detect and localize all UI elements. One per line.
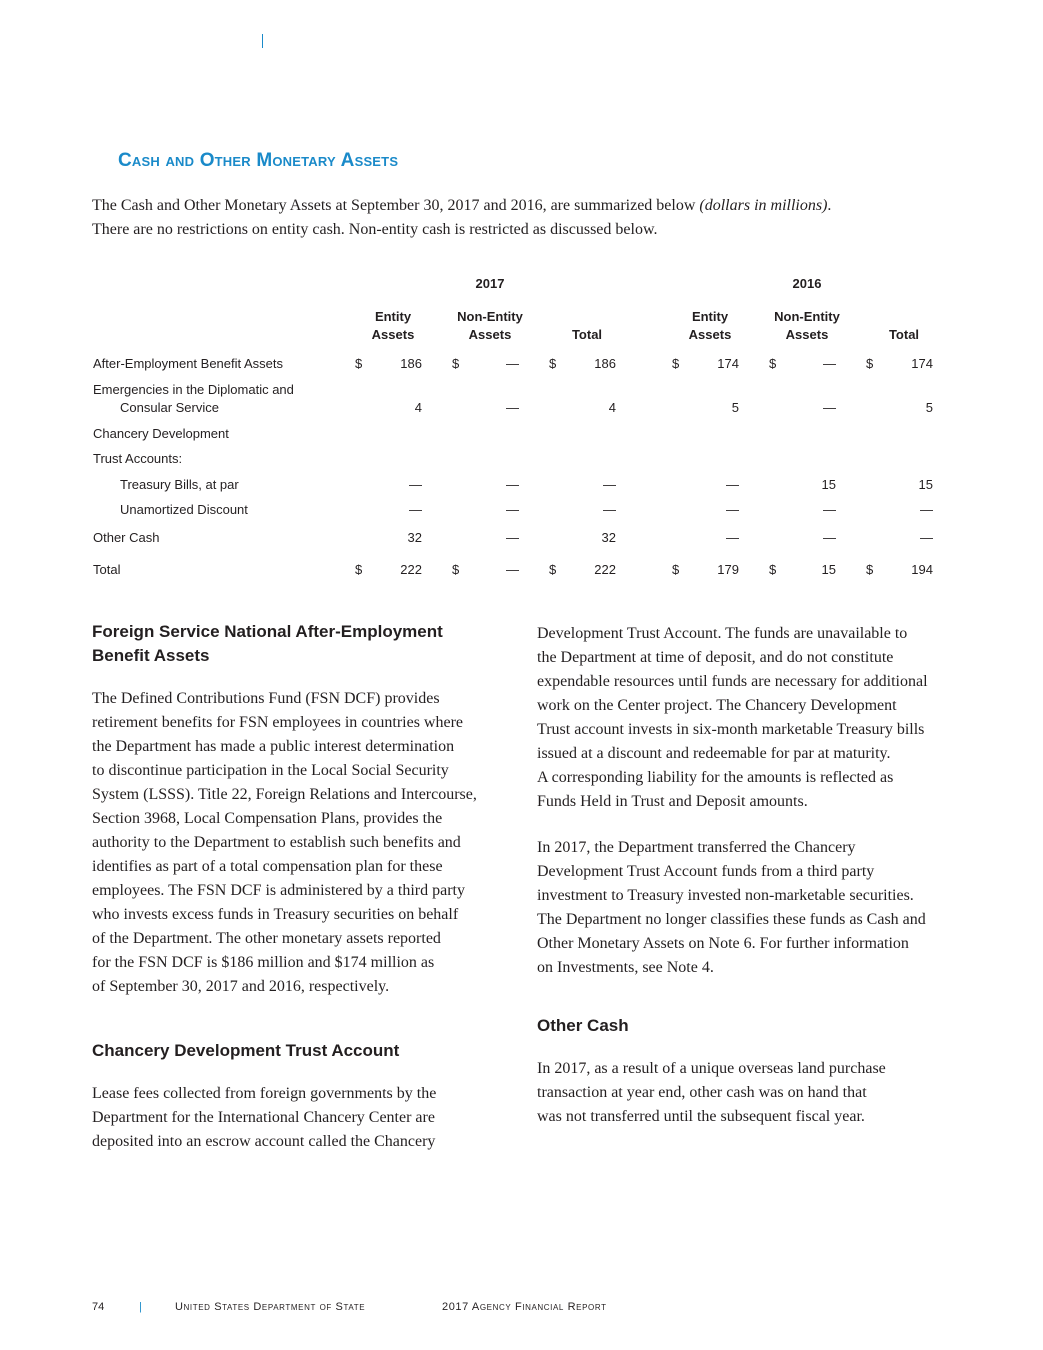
fsn-heading bbox=[92, 620, 512, 668]
row-label-emergencies: Emergencies in the Diplomatic and bbox=[93, 382, 294, 397]
col-header-label: Assets bbox=[688, 327, 732, 342]
text-line: the Department at time of deposit, and do not constitute bbox=[537, 649, 894, 666]
intro-units-note: (dollars in millions) bbox=[699, 197, 828, 214]
col-header-label: Entity bbox=[691, 309, 729, 324]
text-line: Development Trust Account. The funds are unavailable to bbox=[537, 625, 908, 642]
cell-value: — bbox=[823, 356, 836, 371]
text-line: Trust account invests in six-month marketable Treasury bills bbox=[537, 721, 925, 738]
cell-value: 32 bbox=[601, 530, 616, 545]
col-header-nonentity-2017 bbox=[445, 308, 535, 344]
text-line: to discontinue participation in the Local Social Security bbox=[92, 762, 449, 779]
text-line: who invests excess funds in Treasury securities on behalf bbox=[92, 906, 459, 923]
text-line: In 2017, as a result of a unique overseas land purchase bbox=[537, 1060, 886, 1077]
text-line: of the Department. The other monetary assets reported bbox=[92, 930, 441, 947]
col-header-entity-2016 bbox=[665, 308, 755, 344]
fsn-heading-line: Benefit Assets bbox=[92, 646, 210, 665]
header-accent-bar bbox=[262, 34, 263, 48]
cell-value: 15 bbox=[821, 562, 836, 577]
text-line: on Investments, see Note 4. bbox=[537, 959, 714, 976]
cell-value: — bbox=[506, 502, 519, 517]
currency-symbol: $ bbox=[866, 356, 874, 371]
other-cash-heading: Other Cash bbox=[537, 1016, 629, 1035]
text-line: expendable resources until funds are necessary for additional bbox=[537, 673, 928, 690]
text-line: In 2017, the Department transferred the Chancery bbox=[537, 839, 856, 856]
text-line: for the FSN DCF is $186 million and $174 million as bbox=[92, 954, 435, 971]
text-line: employees. The FSN DCF is administered by a third party bbox=[92, 882, 465, 899]
cell-value: — bbox=[506, 356, 519, 371]
currency-symbol: $ bbox=[549, 356, 557, 371]
intro-line1-end: . bbox=[827, 197, 832, 214]
transfer-paragraph bbox=[537, 836, 962, 980]
intro-line2: There are no restrictions on entity cash. Non-entity cash is restricted as discussed below. bbox=[92, 221, 658, 238]
col-header-label: Non-Entity bbox=[774, 309, 840, 324]
cell-value: — bbox=[506, 530, 519, 545]
year-header-2016: 2016 bbox=[792, 276, 822, 291]
other-cash-paragraph bbox=[537, 1057, 962, 1129]
currency-symbol: $ bbox=[672, 562, 680, 577]
text-line: issued at a discount and redeemable for par at maturity. bbox=[537, 745, 891, 762]
col-header-total-2017 bbox=[542, 326, 632, 344]
currency-symbol: $ bbox=[769, 562, 777, 577]
text-line: was not transferred until the subsequent fiscal year. bbox=[537, 1108, 865, 1125]
left-column bbox=[92, 620, 512, 1154]
cell-value: — bbox=[603, 502, 616, 517]
cell-value: 5 bbox=[731, 400, 739, 415]
cell-value: — bbox=[409, 502, 422, 517]
text-line: The Defined Contributions Fund (FSN DCF) provides bbox=[92, 690, 440, 707]
cell-value: — bbox=[920, 530, 933, 545]
currency-symbol: $ bbox=[452, 356, 460, 371]
chancery-continued-paragraph bbox=[537, 622, 962, 814]
text-line: Department for the International Chancery Center are bbox=[92, 1109, 435, 1126]
year-header-2017: 2017 bbox=[475, 276, 505, 291]
col-header-label: Total bbox=[888, 327, 920, 342]
col-header-nonentity-2016 bbox=[762, 308, 852, 344]
chancery-paragraph bbox=[92, 1082, 512, 1154]
currency-symbol: $ bbox=[355, 562, 363, 577]
text-line: investment to Treasury invested non-marketable securities. bbox=[537, 887, 914, 904]
cell-value: 194 bbox=[911, 562, 933, 577]
currency-symbol: $ bbox=[769, 356, 777, 371]
cell-value: — bbox=[726, 502, 739, 517]
cell-value: 15 bbox=[821, 477, 836, 492]
row-label-unamortized: Unamortized Discount bbox=[120, 502, 248, 517]
text-line: A corresponding liability for the amounts is reflected as bbox=[537, 769, 894, 786]
currency-symbol: $ bbox=[866, 562, 874, 577]
page-number: 74 bbox=[92, 1301, 105, 1313]
cell-value: 4 bbox=[414, 400, 422, 415]
intro-line1-text: The Cash and Other Monetary Assets at September 30, 2017 and 2016, are summarized below bbox=[92, 197, 700, 214]
currency-symbol: $ bbox=[549, 562, 557, 577]
text-line: of September 30, 2017 and 2016, respectively. bbox=[92, 978, 390, 995]
text-line: The Department no longer classifies these funds as Cash and bbox=[537, 911, 926, 928]
col-header-entity-2017 bbox=[348, 308, 438, 344]
row-label-treasury-bills: Treasury Bills, at par bbox=[120, 477, 239, 492]
cell-value: — bbox=[603, 477, 616, 492]
right-column bbox=[537, 622, 962, 1129]
page-footer bbox=[0, 1301, 1043, 1321]
cell-value: 186 bbox=[594, 356, 616, 371]
cell-value: — bbox=[409, 477, 422, 492]
cell-value: — bbox=[726, 477, 739, 492]
currency-symbol: $ bbox=[452, 562, 460, 577]
text-line: work on the Center project. The Chancery Development bbox=[537, 697, 897, 714]
footer-separator: | bbox=[139, 1301, 142, 1313]
cell-value: — bbox=[920, 502, 933, 517]
cell-value: — bbox=[823, 400, 836, 415]
intro-paragraph bbox=[92, 194, 922, 242]
text-line: identifies as part of a total compensation plan for these bbox=[92, 858, 443, 875]
row-label-chancery: Chancery Development bbox=[93, 426, 229, 441]
cell-value: — bbox=[823, 530, 836, 545]
text-line: Funds Held in Trust and Deposit amounts. bbox=[537, 793, 808, 810]
text-line: transaction at year end, other cash was on hand that bbox=[537, 1084, 867, 1101]
cell-value: 222 bbox=[400, 562, 422, 577]
text-line: the Department has made a public interest determination bbox=[92, 738, 455, 755]
row-label-total: Total bbox=[93, 562, 121, 577]
cell-value: — bbox=[726, 530, 739, 545]
monetary-assets-table bbox=[0, 0, 1043, 600]
row-label-other-cash: Other Cash bbox=[93, 530, 160, 545]
col-header-label: Total bbox=[571, 327, 603, 342]
fsn-heading-line: Foreign Service National After-Employment bbox=[92, 622, 443, 641]
text-line: System (LSSS). Title 22, Foreign Relations and Intercourse, bbox=[92, 786, 477, 803]
text-line: authority to the Department to establish such benefits and bbox=[92, 834, 461, 851]
cell-value: 32 bbox=[407, 530, 422, 545]
text-line: Section 3968, Local Compensation Plans, provides the bbox=[92, 810, 443, 827]
cell-value: 15 bbox=[918, 477, 933, 492]
text-line: deposited into an escrow account called the Chancery bbox=[92, 1133, 436, 1150]
currency-symbol: $ bbox=[672, 356, 680, 371]
text-line: Lease fees collected from foreign governments by the bbox=[92, 1085, 437, 1102]
cell-value: — bbox=[506, 477, 519, 492]
col-header-label: Entity bbox=[374, 309, 412, 324]
cell-value: — bbox=[506, 400, 519, 415]
currency-symbol: $ bbox=[355, 356, 363, 371]
cell-value: — bbox=[506, 562, 519, 577]
cell-value: 5 bbox=[925, 400, 933, 415]
section-title: Cash and Other Monetary Assets bbox=[118, 150, 399, 171]
cell-value: — bbox=[823, 502, 836, 517]
cell-value: 222 bbox=[594, 562, 616, 577]
cell-value: 174 bbox=[911, 356, 933, 371]
footer-report-title: 2017 Agency Financial Report bbox=[442, 1301, 607, 1313]
text-line: Other Monetary Assets on Note 6. For further information bbox=[537, 935, 909, 952]
col-header-label: Non-Entity bbox=[457, 309, 523, 324]
col-header-label: Assets bbox=[785, 327, 829, 342]
cell-value: 179 bbox=[717, 562, 739, 577]
col-header-label: Assets bbox=[468, 327, 512, 342]
row-label-after-employment: After-Employment Benefit Assets bbox=[93, 356, 284, 371]
cell-value: 4 bbox=[608, 400, 616, 415]
row-label-emergencies-cont: Consular Service bbox=[120, 400, 219, 415]
text-line: retirement benefits for FSN employees in countries where bbox=[92, 714, 463, 731]
cell-value: 174 bbox=[717, 356, 739, 371]
col-header-label: Assets bbox=[371, 327, 415, 342]
fsn-paragraph bbox=[92, 687, 512, 999]
cell-value: 186 bbox=[400, 356, 422, 371]
text-line: Development Trust Account funds from a third party bbox=[537, 863, 875, 880]
col-header-total-2016 bbox=[859, 326, 949, 344]
row-label-trust-accounts: Trust Accounts: bbox=[93, 451, 183, 466]
chancery-heading: Chancery Development Trust Account bbox=[92, 1041, 400, 1060]
footer-department: United States Department of State bbox=[175, 1301, 366, 1313]
